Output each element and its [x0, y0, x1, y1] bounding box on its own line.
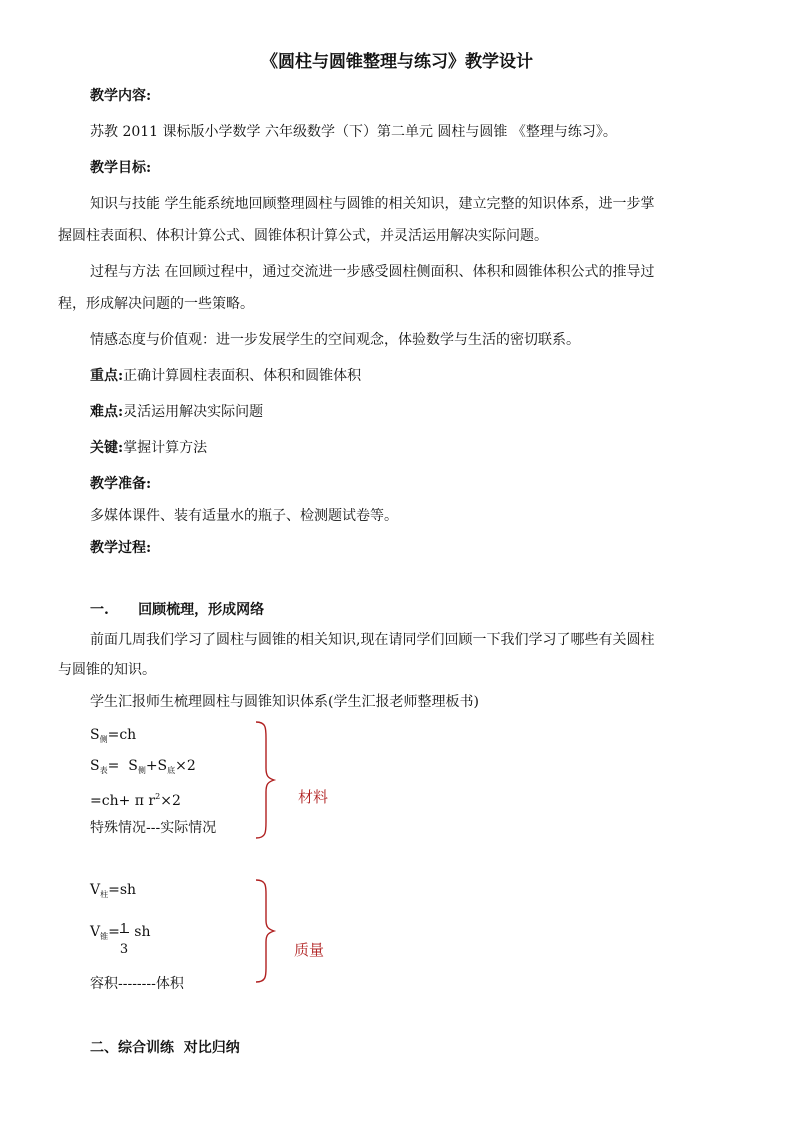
section-1-heading: 一. 回顾梳理，形成网络: [90, 602, 265, 618]
content-text: 苏教 2011 课标版小学数学 六年级数学（下）第二单元 圆柱与圆锥 《整理与练习》。: [90, 124, 617, 140]
goal-3: 情感态度与价值观：进一步发展学生的空间观念，体验数学与生活的密切联系。: [90, 332, 580, 348]
critical-label: 关键:: [90, 440, 124, 456]
key-text: 正确计算圆柱表面积、体积和圆锥体积: [123, 368, 362, 384]
difficulty-label: 难点:: [90, 404, 124, 420]
fraction-one-third: 1 3: [119, 922, 129, 957]
section-2-heading: 二、综合训练 对比归纳: [90, 1040, 240, 1056]
formula-surface-area: $S_表= S_侧+S_底\times 2$: [90, 758, 196, 775]
goals-heading: 教学目标:: [90, 160, 152, 176]
formula-cone-volume: $V_锥=$ 1 3 sh: [90, 915, 151, 954]
formula-special-case: 特殊情况---实际情况: [90, 820, 217, 836]
prep-text: 多媒体课件、装有适量水的瓶子、检测题试卷等。: [90, 508, 398, 524]
process-heading: 教学过程:: [90, 540, 152, 556]
right-brace-2: [252, 878, 282, 984]
goal-2-line-2: 程，形成解决问题的一些策略。: [58, 296, 254, 312]
page-title: 《圆柱与圆锥整理与练习》教学设计: [261, 52, 533, 72]
section-1-p1-line-2: 与圆锥的知识。: [58, 662, 156, 678]
key-point: [90, 366, 361, 386]
goal-2-line-1: 过程与方法 在回顾过程中，通过交流进一步感受圆柱侧面积、体积和圆锥体积公式的推导过: [90, 264, 655, 280]
right-brace-1: [252, 720, 282, 840]
brace-label-mass: 质量: [294, 941, 325, 959]
goal-1-line-1: 知识与技能 学生能系统地回顾整理圆柱与圆锥的相关知识，建立完整的知识体系，进一步掌: [90, 196, 655, 212]
brace-label-material: 材料: [298, 788, 329, 806]
difficulty-text: 灵活运用解决实际问题: [123, 404, 264, 420]
section-1-p2: 学生汇报师生梳理圆柱与圆锥知识体系(学生汇报老师整理板书): [90, 694, 479, 710]
critical-text: 掌握计算方法: [123, 440, 208, 456]
critical-point: [90, 438, 207, 458]
prep-heading: 教学准备:: [90, 476, 152, 492]
section-1-p1-line-1: 前面几周我们学习了圆柱与圆锥的相关知识,现在请同学们回顾一下我们学习了哪些有关圆柱: [90, 632, 655, 648]
formula-cylinder-volume: $V_柱=sh$: [90, 882, 137, 899]
formula-surface-expanded: =ch+ π $r^2\times 2$: [90, 792, 181, 809]
key-label: 重点:: [90, 368, 124, 384]
difficulty-point: [90, 402, 263, 422]
goal-1-line-2: 握圆柱表面积、体积计算公式、圆锥体积计算公式，并灵活运用解决实际问题。: [58, 228, 548, 244]
formula-capacity-volume: 容积--------体积: [90, 976, 184, 992]
content-heading: 教学内容:: [90, 88, 152, 104]
formula-lateral-area: $S_侧=ch$: [90, 727, 137, 744]
